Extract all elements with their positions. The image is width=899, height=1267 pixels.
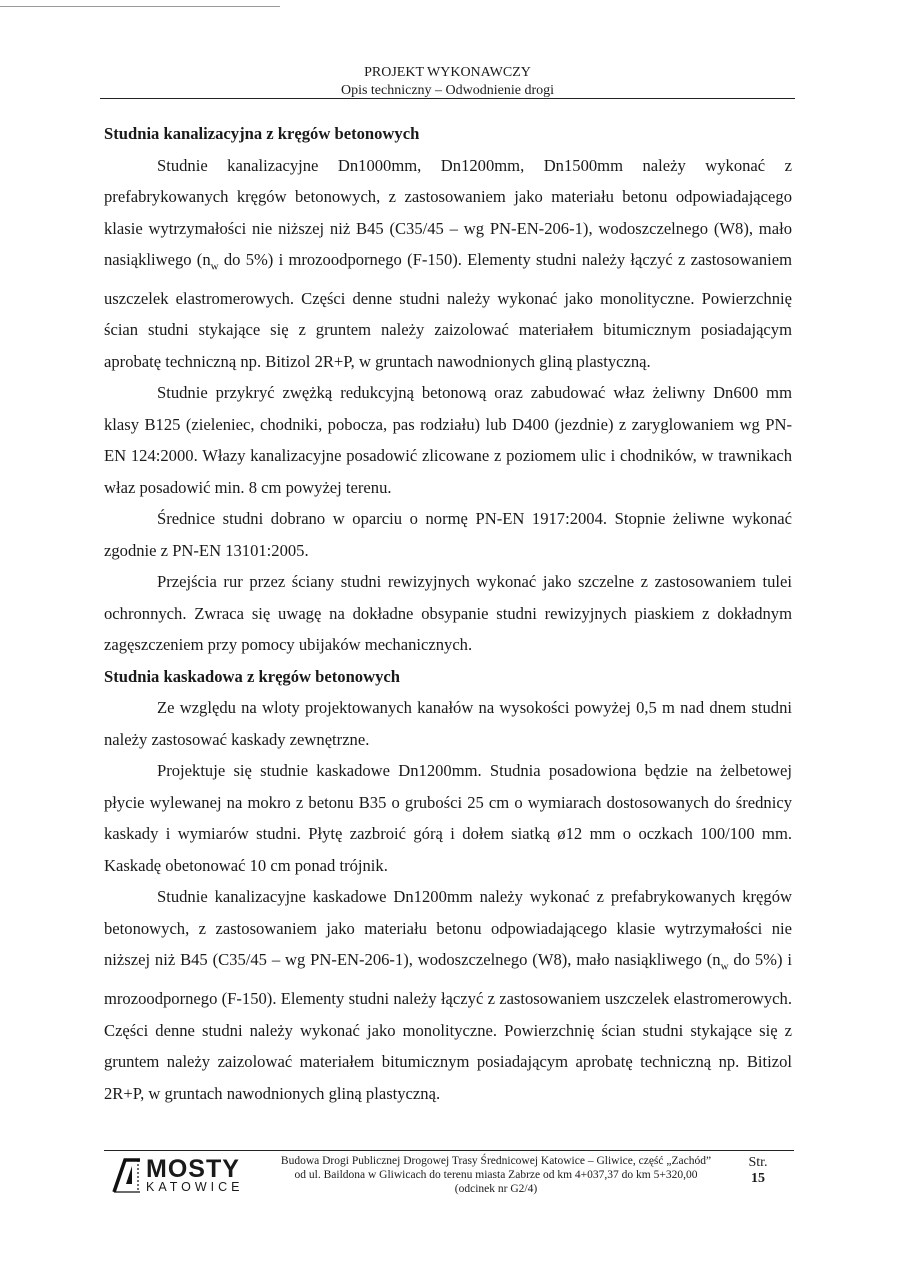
mosty-logo-mark-icon xyxy=(112,1156,142,1194)
company-logo xyxy=(112,1156,247,1196)
document-body xyxy=(104,118,792,1109)
section-heading: Studnia kaskadowa z kręgów betonowych xyxy=(104,666,400,686)
paragraph: Ze względu na wloty projektowanych kanałów na wysokości powyżej 0,5 m nad dnem studni należy zastosować kaskady zewnętrzne. xyxy=(104,698,792,749)
paragraph: Studnie przykryć zwężką redukcyjną betonową oraz zabudować właz żeliwny Dn600 mm klasy B125 (zieleniec, chodniki, pobocza, pas rodziału) lub D400 (jezdnie) z zaryglowaniem wg PN-EN 124:2000. Włazy kanalizacyjne posadowić zlicowane z poziomem ulic i chodników, w trawnikach właz posadowić min. 8 cm powyżej terenu. xyxy=(104,383,792,497)
logo-brand: MOSTY xyxy=(146,1155,240,1183)
paragraph: Studnie kanalizacyjne Dn1000mm, Dn1200mm, Dn1500mm należy wykonać z prefabrykowanych kręgów betonowych, z zastosowaniem jako materiału betonu odpowiadającego klasie wytrzymałości nie niższej niż B45 (C35/45 – wg PN-EN-206-1), wodoszczelnego (W8), mało nasiąkliwego ($n_w$ do 5%) i mrozoodpornego (F-150). Elementy studni należy łączyć z zastosowaniem uszczelek elastromerowych. Części denne studni należy wykonać jako monolityczne. Powierzchnię ścian studni stykające się z gruntem należy zaizolować materiałem bitumicznym posiadającym aprobatę techniczną np. Bitizol 2R+P, w gruntach nawodnionych gliną plastyczną. xyxy=(104,155,792,371)
footer-line: (odcinek nr G2/4) xyxy=(454,1183,538,1195)
footer-line: Budowa Drogi Publicznej Drogowej Trasy Średnicowej Katowice – Gliwice, część „Zachód” xyxy=(280,1155,712,1167)
footer-line: od ul. Baildona w Gliwicach do terenu miasta Zabrze od km 4+037,37 do km 5+320,00 xyxy=(294,1169,698,1181)
footer-project-info xyxy=(262,1154,730,1196)
footer-rule xyxy=(104,1150,794,1151)
page-header xyxy=(100,64,795,100)
paragraph: Projektuje się studnie kaskadowe Dn1200mm. Studnia posadowiona będzie na żelbetowej płycie wylewanej na mokro z betonu B35 o grubości 25 cm o wymiarach dostosowanych do średnicy kaskady i wymiarów studni. Płytę zazbroić górą i dołem siatką ø12 mm o oczkach 100/100 mm. Kaskadę obetonować 10 cm ponad trójnik. xyxy=(104,761,792,875)
page-label: Str. xyxy=(748,1155,768,1170)
header-title: PROJEKT WYKONAWCZY xyxy=(364,65,531,80)
header-subtitle: Opis techniczny – Odwodnienie drogi xyxy=(340,83,555,98)
page-number-block xyxy=(738,1155,778,1187)
section-heading: Studnia kanalizacyjna z kręgów betonowych xyxy=(104,124,420,143)
logo-city: KATOWICE xyxy=(146,1180,244,1194)
page-number: 15 xyxy=(751,1171,765,1186)
paragraph: Średnice studni dobrano w oparciu o normę PN-EN 1917:2004. Stopnie żeliwne wykonać zgodnie z PN-EN 13101:2005. xyxy=(104,509,792,560)
paragraph: Studnie kanalizacyjne kaskadowe Dn1200mm należy wykonać z prefabrykowanych kręgów betonowych, z zastosowaniem jako materiału betonu odpowiadającego klasie wytrzymałości nie niższej niż B45 (C35/45 – wg PN-EN-206-1), wodoszczelnego (W8), mało nasiąkliwego ($n_w$ do 5%) i mrozoodpornego (F-150). Elementy studni należy łączyć z zastosowaniem uszczelek elastromerowych. Części denne studni należy wykonać jako monolityczne. Powierzchnię ścian studni stykające się z gruntem należy zaizolować materiałem bitumicznym posiadającym aprobatę techniczną np. Bitizol 2R+P, w gruntach nawodnionych gliną plastyczną. xyxy=(104,887,792,1103)
scan-artifact-line xyxy=(0,6,280,7)
paragraph: Przejścia rur przez ściany studni rewizyjnych wykonać jako szczelne z zastosowaniem tulei ochronnych. Zwraca się uwagę na dokładne obsypanie studni rewizyjnych piaskiem z dokładnym zagęszczeniem przy pomocy ubijaków mechanicznych. xyxy=(104,572,792,655)
header-rule xyxy=(100,98,795,99)
